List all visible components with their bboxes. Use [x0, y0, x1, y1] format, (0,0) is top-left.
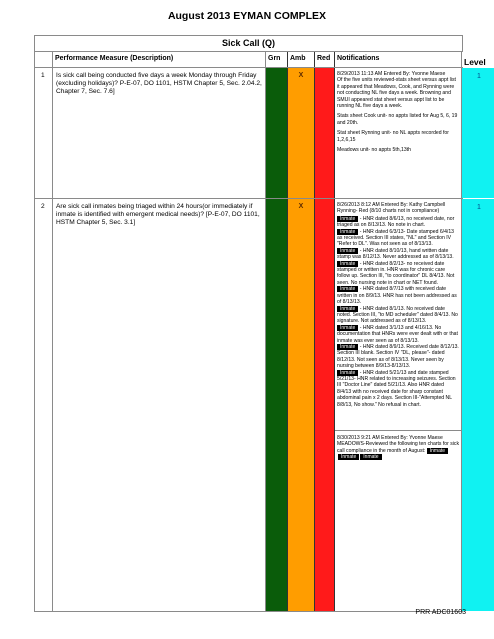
green-status [266, 199, 288, 611]
redacted-name: Inmate [337, 229, 358, 235]
note-divider [335, 430, 461, 431]
header-measure: Performance Measure (Description) [53, 52, 266, 67]
page-footer-id: PRR ADC01603 [415, 609, 466, 616]
note-entry-header: 8/26/2013 8:12 AM Entered By: Kathy Campbell [337, 202, 446, 208]
redacted-name: Inmate [337, 286, 358, 292]
redacted-name: Inmate [338, 454, 359, 460]
redacted-name: Inmate [337, 325, 358, 331]
measure-description: Is sick call being conducted five days a week Monday through Friday (excluding holidays)? P-E-07, DO 1101, HSTM Chapter 5, Sec. 2.04.2, Chapter 7, Sec. 7.6] [53, 68, 266, 198]
header-red: Red [315, 52, 335, 67]
note-entry: Inmate - HNR dated 5/21/13 and date stamped 5/21/13- HNR related to increasing seizures. Section III "Doctor Line" dated 5/21/13. Also HNR dated 8/4/13 with no received date for sharp constant abdominal pain x 2 days. Section III-"Attempted NL 8/8/13, No show." No refusal in chart. [337, 369, 456, 408]
redacted-name: Inmate [337, 261, 358, 267]
header-grn: Grn [266, 52, 288, 67]
note-entry: Inmate - HNR dated 8/9/13. Received date 8/12/13. Section III blank. Section IV "DL, please"- dated 8/12/13. Not seen as of 8/13/13. Never seen by nursing between 8/9/13-8/13/13. [337, 343, 459, 370]
red-status [315, 199, 335, 611]
notifications-cell [335, 68, 462, 198]
note-entry-header: 8/30/2013 9:21 AM Entered By: Yvonne Maese [337, 435, 443, 441]
header-notifications: Notifications [335, 52, 462, 67]
notifications-cell [335, 199, 462, 611]
note-entry: Inmate - HNR dated 6/3/13- Date stamped 6/4/13 as received. Section III states, "NL" and Section IV "Refer to DL". Was not seen as of 8/13/13. [337, 228, 454, 248]
red-status [315, 68, 335, 198]
note-entry: Inmate - HNR dated 8/6/13, no received date, nor triaged as on 8/13/13. No note in chart. [337, 215, 455, 229]
level-cell [462, 199, 494, 611]
section-title: Sick Call (Q) [35, 36, 462, 52]
note-entry-header: 8/29/2013 11:13 AM Entered By: Yvonne Maese [337, 71, 446, 77]
note-entry: Inmate - HNR dated 8/7/13 with received date written in on 8/9/13. HNR has not been addressed as of 8/13/13. [337, 286, 457, 306]
table-row [35, 68, 481, 199]
note-entry: Inmate - HNR dated 8/10/13, hand written date stamp was 8/12/13. Never addressed as of 8/13/13. [337, 247, 454, 261]
table-row [35, 199, 481, 611]
redacted-name: Inmate [337, 248, 358, 254]
status-mark: X [298, 203, 304, 210]
redacted-name: Inmate [337, 306, 358, 312]
note-text: MEADOWS-Reviewed the following ten charts for sick call compliance in the month of August: InmateInmate Inmate [337, 441, 460, 461]
level-value: 1 [477, 73, 481, 80]
header-row [35, 52, 486, 68]
redacted-name: Inmate [427, 448, 448, 454]
note-entry: Inmate - HNR dated 8/1/13. No received date noted. Section III, "to MD scheduler" dated 8/4/13. No signature. Not addressed as of 8/13/13. [337, 305, 458, 325]
measure-description: Are sick call inmates being triaged within 24 hours(or immediately if inmate is identified with emergent medical needs)? [P-E-07, DO 1101, HSTM Chapter 5, Sec. 3.1] [53, 199, 266, 611]
note-text: Meadows unit- no appts 5th,13th [337, 147, 411, 154]
redacted-name: Inmate [337, 344, 358, 350]
header-level: Level [462, 52, 494, 67]
status-mark: X [298, 72, 304, 79]
redacted-name: Inmate [337, 370, 358, 376]
sick-call-table [34, 35, 486, 612]
note-text: Of the five units reviewed-stats sheet versus appt list it appeared that Meadows, Cook, and Rynning were not conducting NL five days a week. Browning and SMUI appeared stat sheet versus appt list to be running NL five days a week. [337, 77, 456, 110]
redacted-name: Inmate [337, 216, 358, 222]
note-text: Rynning- Red (8/10 charts not in compliance) [337, 208, 440, 215]
note-entry: Inmate - HNR dated 8/2/13- no received date stamped or written in. HNR was for chronic care follow up. Section III, "to coordinator" DL 8/4/13. Not seen. No nursing note in chart or NET found. [337, 260, 455, 286]
header-amb: Amb [288, 52, 315, 67]
note-text: Stats sheet Cook unit- no appts listed for Aug 5, 6, 19 and 20th. [337, 113, 458, 126]
redacted-name: Inmate [360, 454, 381, 460]
amber-status [288, 199, 315, 611]
level-value: 1 [477, 204, 481, 211]
note-entry: Inmate - HNR dated 3/1/13 and 4/16/13. No documentation that HNRs were ever dealt with or that inmate was ever seen as of 8/13/13. [337, 324, 458, 344]
row-number: 2 [35, 199, 53, 611]
green-status [266, 68, 288, 198]
header-num [35, 52, 53, 67]
row-number: 1 [35, 68, 53, 198]
amber-status [288, 68, 315, 198]
page-title: August 2013 EYMAN COMPLEX [167, 10, 327, 22]
note-text: Stat sheet Rynning unit- no NL appts recorded for 1,2,6,15 [337, 130, 449, 143]
level-cell [462, 68, 494, 198]
